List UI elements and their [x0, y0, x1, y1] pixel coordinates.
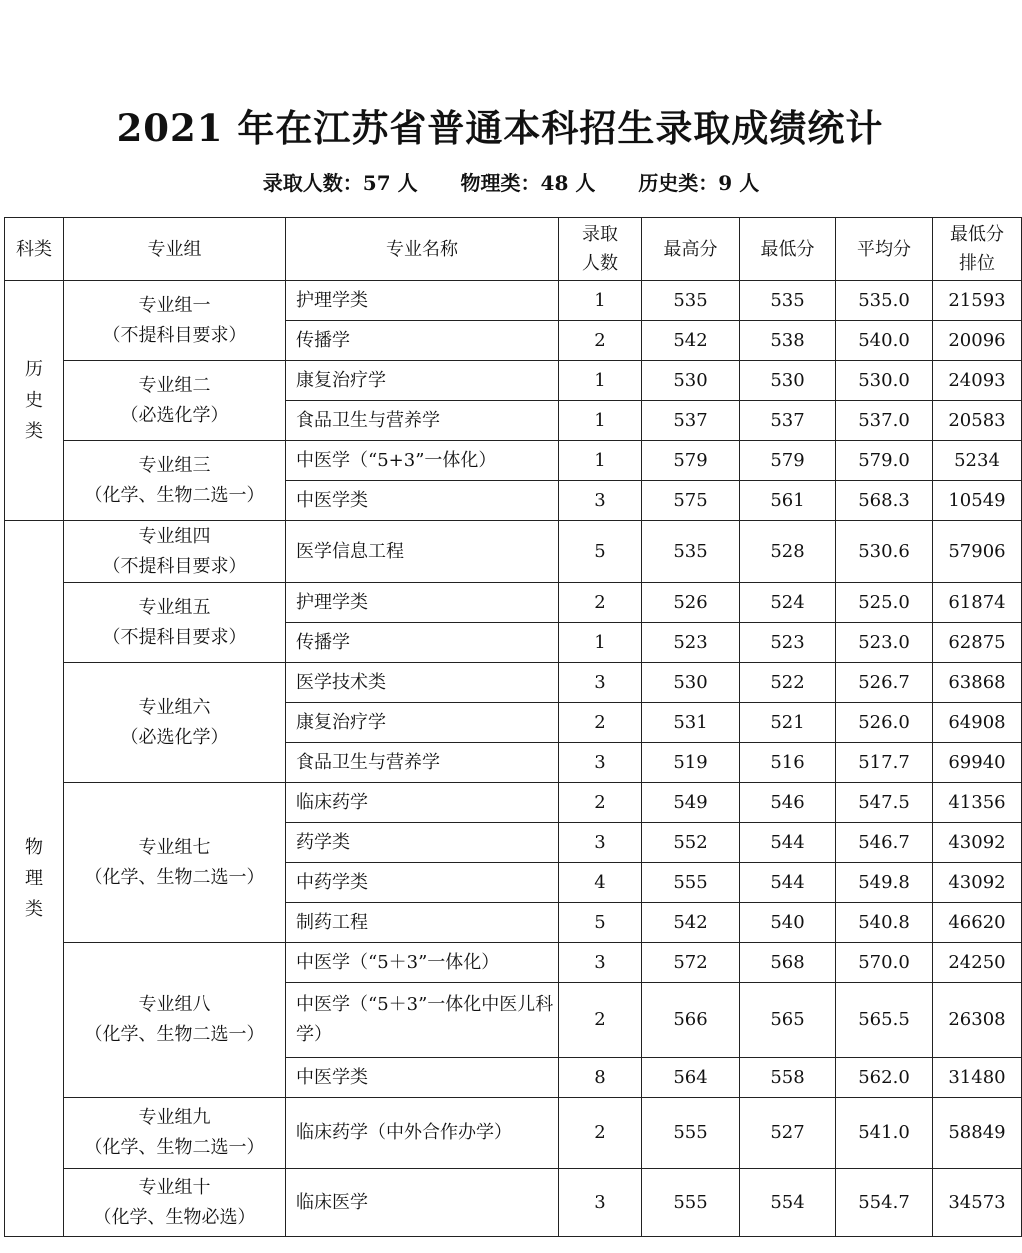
- min-rank: 61874: [933, 583, 1022, 623]
- min-score: 524: [740, 583, 836, 623]
- min-rank: 43092: [933, 823, 1022, 863]
- max-score: 523: [642, 623, 740, 663]
- group-cell: 专业组八 （化学、生物二选一）: [64, 943, 286, 1098]
- min-score: 568: [740, 943, 836, 983]
- table-row: [5, 441, 1022, 481]
- avg-score: 530.0: [836, 361, 933, 401]
- category-physics: 物 理 类: [5, 521, 64, 1237]
- admit-count: 3: [559, 1169, 642, 1237]
- admit-count: 2: [559, 321, 642, 361]
- header-avg: 平均分: [836, 218, 933, 281]
- min-rank: 10549: [933, 481, 1022, 521]
- min-score: 527: [740, 1098, 836, 1169]
- admit-count: 3: [559, 481, 642, 521]
- admit-count: 1: [559, 401, 642, 441]
- max-score: 530: [642, 663, 740, 703]
- admit-count: 3: [559, 823, 642, 863]
- min-rank: 64908: [933, 703, 1022, 743]
- max-score: 564: [642, 1058, 740, 1098]
- major-name: 康复治疗学: [286, 703, 559, 743]
- major-name: 传播学: [286, 623, 559, 663]
- min-score: 561: [740, 481, 836, 521]
- major-name: 传播学: [286, 321, 559, 361]
- header-category: 科类: [5, 218, 64, 281]
- min-score: 544: [740, 823, 836, 863]
- table-row: [5, 521, 1022, 583]
- avg-score: 540.0: [836, 321, 933, 361]
- avg-score: 579.0: [836, 441, 933, 481]
- max-score: 531: [642, 703, 740, 743]
- group-cell: 专业组九 （化学、生物二选一）: [64, 1098, 286, 1169]
- min-score: 521: [740, 703, 836, 743]
- min-rank: 62875: [933, 623, 1022, 663]
- admit-count: 1: [559, 623, 642, 663]
- max-score: 535: [642, 281, 740, 321]
- min-rank: 31480: [933, 1058, 1022, 1098]
- major-name: 中医学（“5＋3”一体化中医儿科学）: [286, 983, 559, 1058]
- major-name: 制药工程: [286, 903, 559, 943]
- avg-score: 547.5: [836, 783, 933, 823]
- avg-score: 523.0: [836, 623, 933, 663]
- table-row: [5, 1169, 1022, 1237]
- avg-score: 568.3: [836, 481, 933, 521]
- max-score: 519: [642, 743, 740, 783]
- admit-count: 2: [559, 703, 642, 743]
- min-rank: 5234: [933, 441, 1022, 481]
- group-cell: 专业组一 （不提科目要求）: [64, 281, 286, 361]
- page-title: 2021 年在江苏省普通本科招生录取成绩统计: [116, 106, 884, 150]
- min-score: 537: [740, 401, 836, 441]
- header-count: 录取 人数: [559, 218, 642, 281]
- max-score: 555: [642, 1169, 740, 1237]
- min-score: 544: [740, 863, 836, 903]
- group-cell: 专业组四 （不提科目要求）: [64, 521, 286, 583]
- min-rank: 58849: [933, 1098, 1022, 1169]
- avg-score: 565.5: [836, 983, 933, 1058]
- admit-count: 3: [559, 663, 642, 703]
- admit-count: 3: [559, 743, 642, 783]
- min-score: 522: [740, 663, 836, 703]
- avg-score: 525.0: [836, 583, 933, 623]
- admit-count: 2: [559, 583, 642, 623]
- avg-score: 526.0: [836, 703, 933, 743]
- major-name: 医学技术类: [286, 663, 559, 703]
- admit-count: 5: [559, 903, 642, 943]
- max-score: 579: [642, 441, 740, 481]
- max-score: 526: [642, 583, 740, 623]
- max-score: 530: [642, 361, 740, 401]
- major-name: 临床药学（中外合作办学）: [286, 1098, 559, 1169]
- min-rank: 46620: [933, 903, 1022, 943]
- avg-score: 541.0: [836, 1098, 933, 1169]
- max-score: 549: [642, 783, 740, 823]
- header-rank: 最低分 排位: [933, 218, 1022, 281]
- major-name: 临床药学: [286, 783, 559, 823]
- avg-score: 562.0: [836, 1058, 933, 1098]
- table-row: [5, 783, 1022, 823]
- min-rank: 41356: [933, 783, 1022, 823]
- admit-count: 1: [559, 281, 642, 321]
- group-cell: 专业组二 （必选化学）: [64, 361, 286, 441]
- max-score: 542: [642, 321, 740, 361]
- major-name: 中医学类: [286, 1058, 559, 1098]
- min-rank: 57906: [933, 521, 1022, 583]
- category-history: 历 史 类: [5, 281, 64, 521]
- major-name: 食品卫生与营养学: [286, 401, 559, 441]
- min-score: 554: [740, 1169, 836, 1237]
- table-row: [5, 281, 1022, 321]
- major-name: 医学信息工程: [286, 521, 559, 583]
- table-row: [5, 1098, 1022, 1169]
- history-admitted: 历史类：9 人: [638, 171, 760, 195]
- major-name: 中医学（“5+3”一体化）: [286, 441, 559, 481]
- avg-score: 546.7: [836, 823, 933, 863]
- major-name: 药学类: [286, 823, 559, 863]
- avg-score: 549.8: [836, 863, 933, 903]
- admit-count: 3: [559, 943, 642, 983]
- min-score: 516: [740, 743, 836, 783]
- admit-count: 2: [559, 1098, 642, 1169]
- header-max: 最高分: [642, 218, 740, 281]
- min-rank: 20583: [933, 401, 1022, 441]
- min-rank: 34573: [933, 1169, 1022, 1237]
- max-score: 566: [642, 983, 740, 1058]
- max-score: 552: [642, 823, 740, 863]
- admit-count: 1: [559, 441, 642, 481]
- header-min: 最低分: [740, 218, 836, 281]
- avg-score: 530.6: [836, 521, 933, 583]
- group-cell: 专业组六 （必选化学）: [64, 663, 286, 783]
- table-header-row: [5, 218, 1022, 281]
- min-rank: 24250: [933, 943, 1022, 983]
- admit-count: 4: [559, 863, 642, 903]
- min-rank: 69940: [933, 743, 1022, 783]
- admit-count: 8: [559, 1058, 642, 1098]
- table-row: [5, 361, 1022, 401]
- major-name: 护理学类: [286, 281, 559, 321]
- min-score: 540: [740, 903, 836, 943]
- min-rank: 21593: [933, 281, 1022, 321]
- table-row: [5, 943, 1022, 983]
- admit-count: 1: [559, 361, 642, 401]
- total-admitted: 录取人数：57 人: [262, 171, 418, 195]
- min-rank: 43092: [933, 863, 1022, 903]
- group-cell: 专业组三 （化学、生物二选一）: [64, 441, 286, 521]
- major-name: 康复治疗学: [286, 361, 559, 401]
- max-score: 535: [642, 521, 740, 583]
- table-row: [5, 663, 1022, 703]
- major-name: 中医学类: [286, 481, 559, 521]
- min-score: 538: [740, 321, 836, 361]
- min-score: 530: [740, 361, 836, 401]
- avg-score: 554.7: [836, 1169, 933, 1237]
- max-score: 555: [642, 1098, 740, 1169]
- header-group: 专业组: [64, 218, 286, 281]
- avg-score: 517.7: [836, 743, 933, 783]
- avg-score: 526.7: [836, 663, 933, 703]
- min-rank: 63868: [933, 663, 1022, 703]
- max-score: 542: [642, 903, 740, 943]
- admission-score-table: [4, 217, 1022, 1237]
- min-score: 558: [740, 1058, 836, 1098]
- max-score: 555: [642, 863, 740, 903]
- major-name: 中药学类: [286, 863, 559, 903]
- group-cell: 专业组五 （不提科目要求）: [64, 583, 286, 663]
- min-score: 523: [740, 623, 836, 663]
- max-score: 537: [642, 401, 740, 441]
- admit-count: 2: [559, 783, 642, 823]
- major-name: 临床医学: [286, 1169, 559, 1237]
- group-cell: 专业组七 （化学、生物二选一）: [64, 783, 286, 943]
- max-score: 572: [642, 943, 740, 983]
- min-score: 528: [740, 521, 836, 583]
- min-rank: 20096: [933, 321, 1022, 361]
- min-score: 579: [740, 441, 836, 481]
- max-score: 575: [642, 481, 740, 521]
- admission-summary: [0, 167, 1022, 196]
- header-major: 专业名称: [286, 218, 559, 281]
- admit-count: 5: [559, 521, 642, 583]
- avg-score: 537.0: [836, 401, 933, 441]
- major-name: 护理学类: [286, 583, 559, 623]
- min-rank: 26308: [933, 983, 1022, 1058]
- min-score: 565: [740, 983, 836, 1058]
- min-rank: 24093: [933, 361, 1022, 401]
- avg-score: 570.0: [836, 943, 933, 983]
- avg-score: 540.8: [836, 903, 933, 943]
- avg-score: 535.0: [836, 281, 933, 321]
- min-score: 535: [740, 281, 836, 321]
- major-name: 食品卫生与营养学: [286, 743, 559, 783]
- group-cell: 专业组十 （化学、生物必选）: [64, 1169, 286, 1237]
- admit-count: 2: [559, 983, 642, 1058]
- table-row: [5, 583, 1022, 623]
- major-name: 中医学（“5＋3”一体化）: [286, 943, 559, 983]
- physics-admitted: 物理类：48 人: [460, 171, 596, 195]
- min-score: 546: [740, 783, 836, 823]
